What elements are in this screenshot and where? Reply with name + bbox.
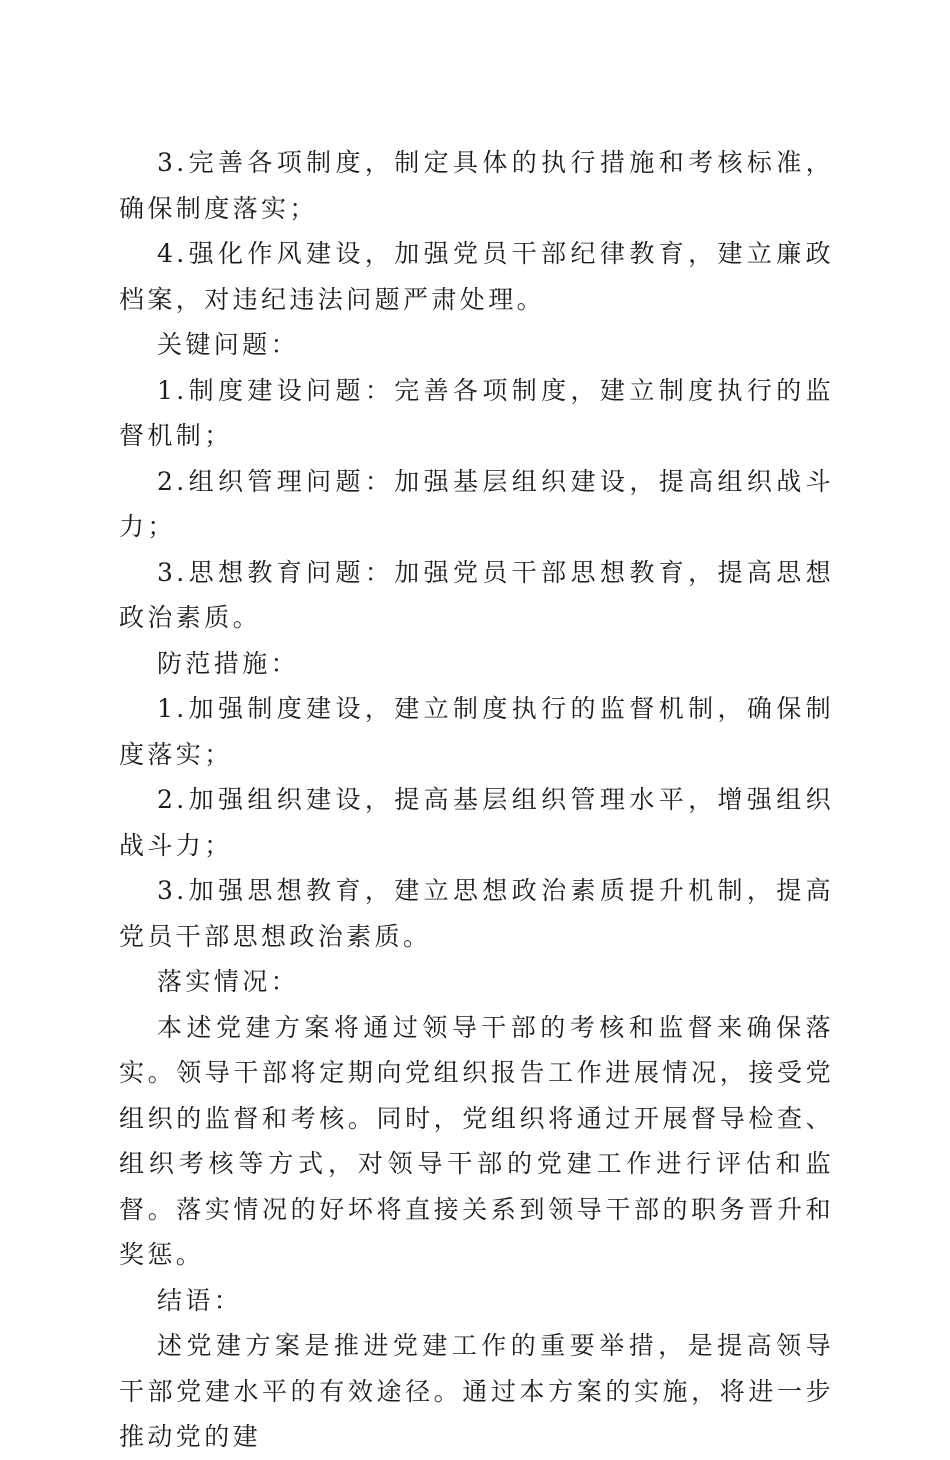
section-heading-implementation: 落实情况： (157, 967, 300, 996)
key-issue-item-1: 1.制度建设问题：完善各项制度，建立制度执行的监督机制； (119, 375, 834, 450)
prevention-item-1: 1.加强制度建设，建立制度执行的监督机制，确保制度落实； (119, 694, 834, 769)
section-heading-key-issues: 关键问题： (157, 330, 300, 359)
measure-item-3: 3.完善各项制度，制定具体的执行措施和考核标准，确保制度落实； (119, 148, 834, 223)
key-issue-item-2: 2.组织管理问题：加强基层组织建设，提高组织战斗力； (119, 466, 834, 541)
measure-item-4: 4.强化作风建设，加强党员干部纪律教育，建立廉政档案，对违纪违法问题严肃处理。 (119, 239, 834, 314)
conclusion-paragraph: 述党建方案是推进党建工作的重要举措，是提高领导干部党建水平的有效途径。通过本方案的实施，将进一步推动党的建 (119, 1331, 834, 1451)
section-heading-conclusion: 结语： (157, 1285, 243, 1315)
prevention-item-2: 2.加强组织建设，提高基层组织管理水平，增强组织战斗力； (119, 785, 834, 860)
document-body (119, 140, 834, 1460)
section-heading-prevention: 防范措施： (157, 648, 300, 678)
implementation-paragraph: 本述党建方案将通过领导干部的考核和监督来确保落实。领导干部将定期向党组织报告工作进展情况，接受党组织的监督和考核。同时，党组织将通过开展督导检查、组织考核等方式，对领导干部的党建工作进行评估和监督。落实情况的好坏将直接关系到领导干部的职务晋升和奖惩。 (119, 1012, 834, 1269)
key-issue-item-3: 3.思想教育问题：加强党员干部思想教育，提高思想政治素质。 (119, 557, 834, 632)
prevention-item-3: 3.加强思想教育，建立思想政治素质提升机制，提高党员干部思想政治素质。 (119, 876, 834, 951)
